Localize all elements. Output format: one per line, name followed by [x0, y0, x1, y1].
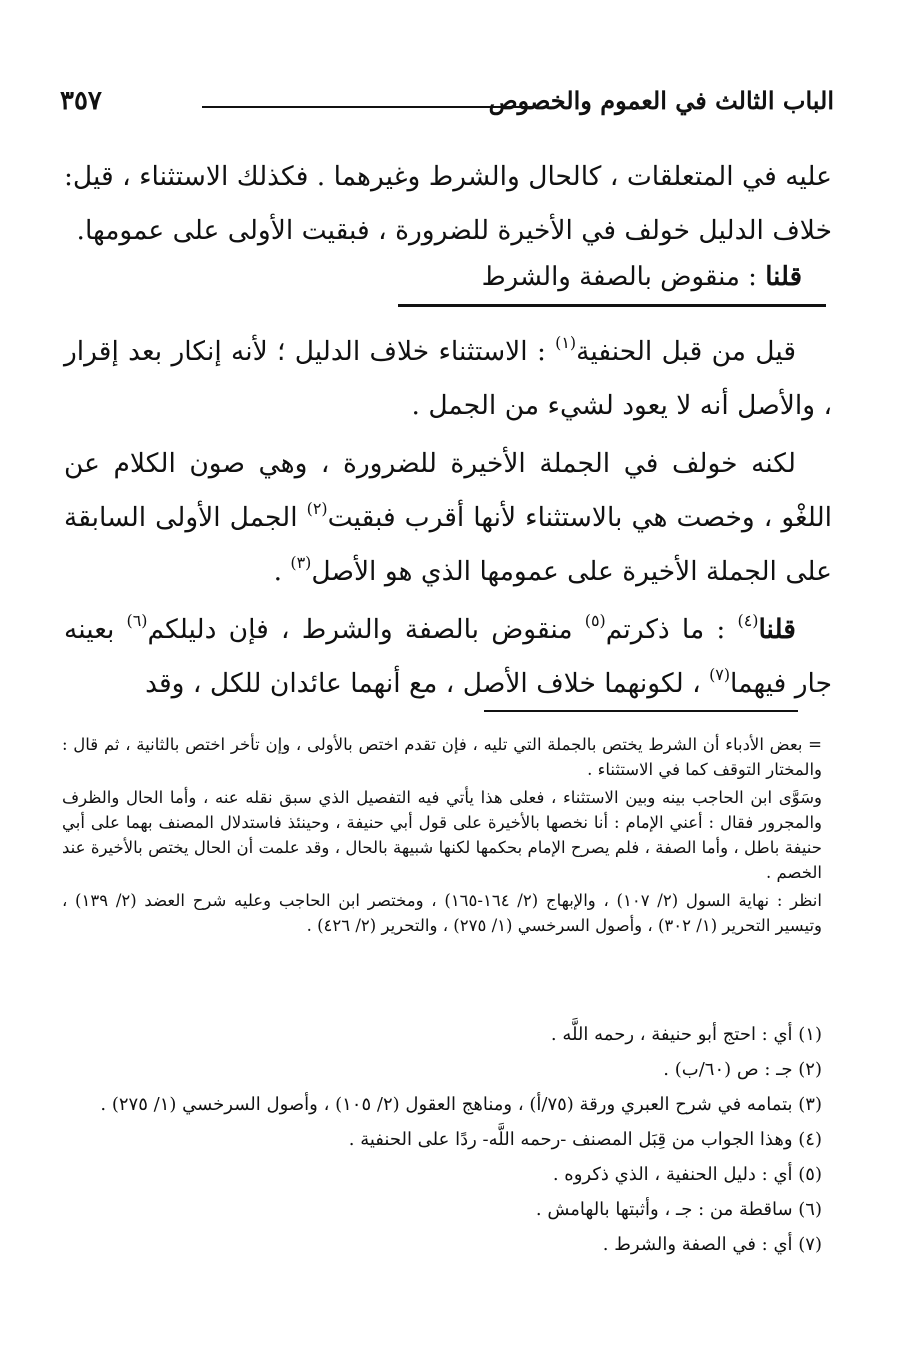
note-paragraph: = بعض الأدباء أن الشرط يختص بالجملة التي تليه ، فإن تقدم اختص بالأولى ، وإن تأخر اختص بالثانية ، ثم قال : والمختار التوقف كما في الاستثناء . [62, 735, 822, 779]
footnote-item: (٦) ساقطة من : جـ ، وأثبتها بالهامش . [535, 1199, 822, 1220]
running-header [60, 86, 834, 126]
paragraph-exception [64, 437, 832, 599]
footnote-ref-1: (١) [555, 333, 577, 353]
paragraph-hanafi-claim [64, 325, 832, 433]
main-text [64, 150, 832, 711]
footnotes-list [62, 1020, 822, 1265]
qulna-heading-text: : منقوض بالصفة والشرط [481, 262, 766, 292]
text-run: قيل من قبل الحنفية [576, 336, 796, 367]
text-run: منقوض بالصفة والشرط ، فإن دليلكم [147, 614, 585, 645]
footnote-ref-7: (٧) [709, 665, 731, 685]
continued-footnote [62, 732, 822, 938]
note-paragraph: انظر : نهاية السول (٢/ ١٠٧) ، والإبهاج (٢/ ١٦٤-١٦٥) ، ومختصر ابن الحاجب وعليه شرح العضد (٢/ ١٣٩) ، وتيسير التحرير (١/ ٣٠٢) ، وأصول السرخسي (١/ ٢٧٥) ، والتحرير (٢/ ٤٢٦) . [62, 891, 822, 935]
note-paragraph: وسَوَّى ابن الحاجب بينه وبين الاستثناء ، فعلى هذا يأتي فيه التفصيل الذي سبق نقله عنه ، وأما الحال والظرف والمجرور فقال : أعني الإمام : أنا نخصها بالأخيرة على قول أبي حنيفة ، وحينئذ فاستدلال المصنف بهما على أبي حنيفة باطل ، وأما الصفة ، فلم يصرح الإمام بحكمها لكنها شبيهة بالحال ، وقد علمت أن الحال يختص بالأخيرة عند الخصم . [62, 788, 822, 882]
footnote-separator [484, 710, 798, 712]
text-run: ، لكونهما خلاف الأصل ، مع أنهما عائدان للكل ، وقد [145, 668, 710, 699]
section-rule [398, 304, 826, 307]
text-run: بعينه جار فيهما [64, 614, 832, 699]
text-run: الجمل الأولى السابقة على الجملة الأخيرة على عمومها الذي هو الأصل [64, 502, 832, 587]
qulna-heading [482, 262, 802, 292]
footnote-ref-4: (٤) [737, 611, 759, 631]
text-run: : الاستثناء خلاف الدليل ؛ لأنه إنكار بعد إقرار ، والأصل أنه لا يعود لشيء من الجمل . [64, 336, 832, 421]
header-rule [202, 106, 538, 108]
text-run: : ما ذكرتم [605, 614, 738, 645]
footnote-ref-2: (٢) [306, 499, 328, 519]
qulna-label: قلنا [765, 262, 802, 292]
footnote-item: (٢) جـ : ص (٦٠/ب) . [663, 1059, 822, 1080]
footnote-item: (٣) بتمامه في شرح العبري ورقة (٧٥/أ) ، ومناهج العقول (٢/ ١٠٥) ، وأصول السرخسي (١/ ٢٧٥) . [100, 1094, 822, 1115]
footnote-item: (٥) أي : دليل الحنفية ، الذي ذكروه . [552, 1164, 822, 1185]
paragraph-1: عليه في المتعلقات ، كالحال والشرط وغيرهما . فكذلك الاستثناء ، قيل: خلاف الدليل خولف في الأخيرة للضرورة ، فبقيت الأولى على عمومها. [64, 161, 832, 246]
footnote-ref-5: (٥) [584, 611, 606, 631]
footnote-item: (١) أي : احتج أبو حنيفة ، رحمه اللَّه . [550, 1024, 822, 1045]
paragraph-response [64, 603, 832, 711]
footnote-item: (٧) أي : في الصفة والشرط . [602, 1234, 822, 1255]
text-run: . [273, 556, 291, 587]
footnote-ref-6: (٦) [126, 611, 148, 631]
qulna-label: قلنا [758, 614, 796, 645]
chapter-title: الباب الثالث في العموم والخصوص [488, 86, 834, 115]
text-run: لكنه خولف في الجملة الأخيرة للضرورة ، وهي صون الكلام عن اللغْو ، وخصت هي بالاستثناء لأنها أقرب فبقيت [64, 448, 833, 533]
footnote-ref-3: (٣) [290, 553, 312, 573]
footnote-item: (٤) وهذا الجواب من قِبَل المصنف -رحمه اللَّه- ردًا على الحنفية . [348, 1129, 822, 1150]
page-number: ٣٥٧ [60, 86, 102, 116]
